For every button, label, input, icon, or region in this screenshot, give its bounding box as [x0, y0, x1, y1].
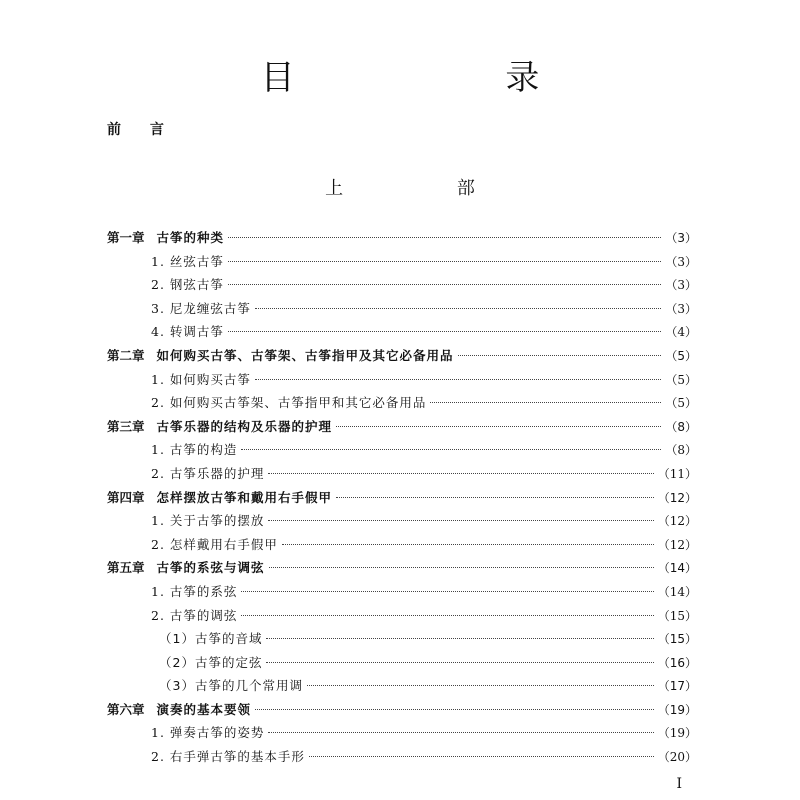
toc-subsection-entry [107, 676, 697, 700]
dot-leader [430, 402, 661, 403]
toc-section-entry [107, 322, 697, 346]
entry-label: 古筝的种类 [156, 230, 225, 245]
dot-leader [266, 638, 653, 639]
entry-label: 1. 关于古筝的摆放 [151, 513, 265, 529]
toc-subsection-entry [107, 653, 697, 677]
page-number: （5） [665, 348, 697, 363]
dot-leader [241, 449, 661, 450]
entry-label: 2. 钢弦古筝 [151, 277, 224, 293]
entry-label: 2. 如何购买古筝架、古筝指甲和其它必备用品 [151, 395, 427, 411]
dot-leader [309, 756, 654, 757]
entry-label: 2. 怎样戴用右手假甲 [151, 536, 278, 552]
page-number: （20） [657, 750, 697, 765]
page-number: （19） [657, 702, 697, 717]
entry-label: 演奏的基本要领 [156, 701, 252, 717]
page-number: （3） [665, 254, 697, 269]
page-number: （14） [657, 584, 697, 599]
dot-leader [255, 709, 654, 710]
entry-label: 1. 古筝的构造 [151, 442, 238, 458]
dot-leader [336, 497, 654, 498]
toc-chapter-entry [107, 558, 697, 582]
toc-section-entry [107, 606, 697, 630]
entry-label: 2. 右手弹古筝的基本手形 [151, 749, 305, 765]
entry-label: 2. 古筝的调弦 [151, 607, 238, 623]
page-number: （5） [665, 396, 697, 411]
toc-section-entry [107, 511, 697, 535]
page-number: （12） [657, 537, 697, 552]
chapter-number: 第三章 [107, 418, 145, 434]
dot-leader [268, 732, 653, 733]
dot-leader [241, 615, 653, 616]
toc-chapter-entry [107, 488, 697, 512]
toc-section-entry [107, 252, 697, 276]
toc-section-entry [107, 747, 697, 771]
entry-label: 怎样摆放古筝和戴用右手假甲 [156, 489, 333, 505]
entry-label: 1. 如何购买古筝 [151, 371, 251, 387]
toc-section-entry [107, 535, 697, 559]
toc-section-entry [107, 723, 697, 747]
toc-section-entry [107, 440, 697, 464]
dot-leader [228, 331, 661, 332]
dot-leader [307, 685, 654, 686]
page-number: （12） [657, 514, 697, 529]
page-number: （11） [657, 466, 697, 481]
dot-leader [268, 520, 653, 521]
dot-leader [282, 544, 654, 545]
entry-label: （3）古筝的几个常用调 [159, 678, 303, 694]
page-number: （3） [665, 231, 697, 245]
entry-label: 古筝乐器的结构及乐器的护理 [156, 418, 333, 434]
toc-section-entry [107, 464, 697, 488]
page-title: 目 录 [260, 58, 640, 98]
dot-leader [255, 308, 661, 309]
page-folio: I [676, 776, 682, 792]
toc-chapter-entry [107, 228, 697, 252]
page-number: （4） [665, 325, 697, 340]
toc-list [107, 228, 697, 771]
dot-leader [241, 591, 653, 592]
page-number: （12） [657, 490, 697, 505]
toc-chapter-entry [107, 700, 697, 724]
part-heading: 上 部 [325, 178, 529, 199]
toc-chapter-entry [107, 346, 697, 370]
toc-section-entry [107, 275, 697, 299]
page-number: （15） [657, 608, 697, 623]
dot-leader [268, 473, 653, 474]
chapter-number: 第一章 [107, 230, 145, 245]
dot-leader [228, 284, 661, 285]
dot-leader [266, 662, 653, 663]
page-number: （16） [657, 655, 697, 670]
dot-leader [458, 355, 662, 356]
toc-section-entry [107, 582, 697, 606]
entry-label: 1. 丝弦古筝 [151, 253, 224, 269]
chapter-number: 第二章 [107, 347, 145, 363]
entry-label: 如何购买古筝、古筝架、古筝指甲及其它必备用品 [156, 347, 454, 363]
dot-leader [255, 379, 661, 380]
chapter-number: 第四章 [107, 489, 145, 505]
chapter-number: 第六章 [107, 701, 145, 717]
preface-entry: 前 言 [107, 122, 176, 138]
chapter-number: 第五章 [107, 560, 145, 576]
entry-label: （1）古筝的音域 [159, 631, 263, 647]
entry-label: 2. 古筝乐器的护理 [151, 465, 265, 481]
entry-label: 4. 转调古筝 [151, 324, 224, 340]
page-number: （8） [665, 443, 697, 458]
page-number: （19） [657, 726, 697, 741]
page-number: （15） [657, 632, 697, 647]
toc-section-entry [107, 370, 697, 394]
entry-label: 1. 古筝的系弦 [151, 583, 238, 599]
page-number: （8） [665, 419, 697, 434]
toc-subsection-entry [107, 629, 697, 653]
page-number: （5） [665, 372, 697, 387]
toc-section-entry [107, 299, 697, 323]
dot-leader [228, 237, 661, 238]
page-number: （3） [665, 301, 697, 316]
dot-leader [228, 261, 661, 262]
page-number: （14） [657, 561, 697, 576]
toc-chapter-entry [107, 417, 697, 441]
page-number: （17） [657, 679, 697, 694]
dot-leader [336, 426, 661, 427]
toc-section-entry [107, 393, 697, 417]
entry-label: 1. 弹奏古筝的姿势 [151, 725, 265, 741]
entry-label: 3. 尼龙缠弦古筝 [151, 300, 251, 316]
entry-label: 古筝的系弦与调弦 [156, 560, 265, 576]
page-number: （3） [665, 278, 697, 293]
dot-leader [269, 567, 654, 568]
entry-label: （2）古筝的定弦 [159, 654, 263, 670]
